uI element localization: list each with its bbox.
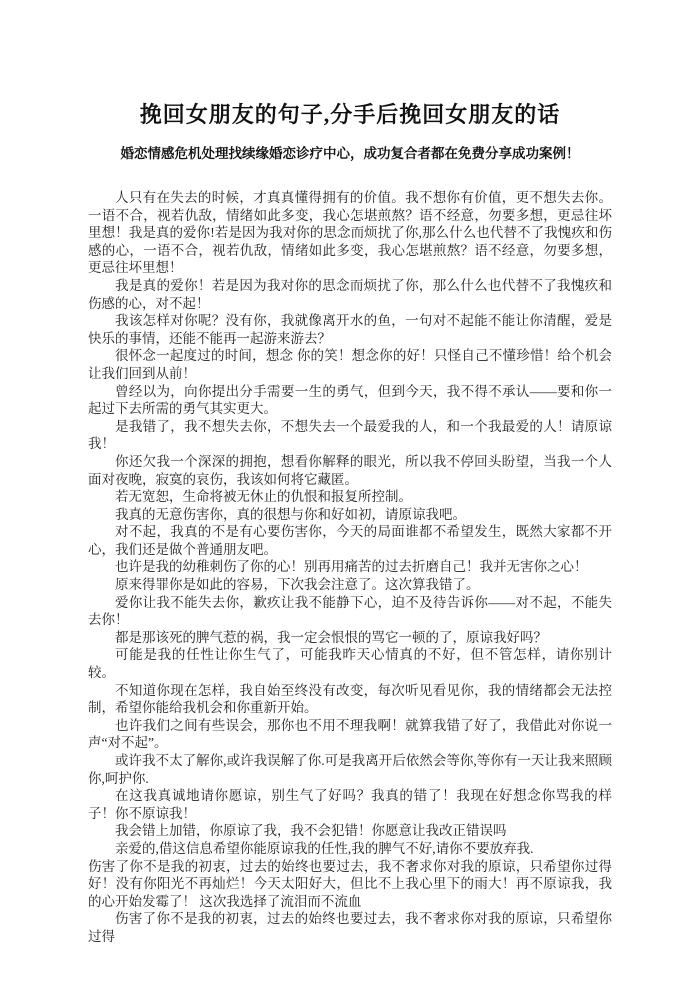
body-paragraph: 曾经以为，向你提出分手需要一生的勇气，但到今天，我不得不承认——要和你一起过下去所需的勇气其实更大。 [88, 383, 612, 417]
body-paragraph: 不知道你现在怎样，我自始至终没有改变，每次听见看见你，我的情绪都会无法控制，希望你能给我机会和你重新开始。 [88, 682, 612, 716]
document-content [88, 98, 612, 946]
body-paragraph: 爱你让我不能失去你，歉疚让我不能静下心，迫不及待告诉你——对不起，不能失去你！ [88, 594, 612, 628]
page-subtitle: 婚恋情感危机处理找续缘婚恋诊疗中心，成功复合者都在免费分享成功案例！ [120, 146, 580, 161]
body-paragraph: 也许是我的幼稚刺伤了你的心！别再用痛苦的过去折磨自己！我并无害你之心！ [115, 559, 588, 575]
body-paragraph: 在这我真诚地请你愿谅，别生气了好吗？我真的错了！我现在好想念你骂我的样子！你不原谅我！ [88, 788, 612, 821]
body-paragraph: 原来得罪你是如此的容易，下次我会注意了。这次算我错了。 [115, 577, 480, 593]
body-paragraph: 若无宽恕，生命将被无休止的仇恨和报复所控制。 [115, 489, 412, 505]
body-paragraph: 我是真的爱你！若是因为我对你的思念而烦扰了你，那么什么也代替不了我愧疚和伤感的心，对不起！ [88, 277, 612, 311]
body-paragraph: 或许我不太了解你,或许我误解了你.可是我离开后依然会等你,等你有一天让我来照顾你,呵护你. [88, 753, 612, 786]
body-paragraph: 我会错上加错，你原谅了我，我不会犯错！你愿意让我改正错误吗 [115, 823, 507, 839]
body-paragraph: 伤害了你不是我的初衷，过去的始终也要过去，我不奢求你对我的原谅，只希望你过得 [88, 911, 612, 944]
body-paragraph: 也许我们之间有些误会，那你也不用不理我啊！就算我错了好了，我借此对你说一声“对不起”。 [88, 717, 612, 751]
document-body [88, 189, 612, 946]
body-paragraph: 我真的无意伤害你，真的很想与你和好如初，请原谅我吧。 [115, 506, 466, 522]
body-paragraph: 对不起，我真的不是有心要伤害你，今天的局面谁都不希望发生，既然大家都不开心，我们还是做个普通朋友吧。 [88, 524, 612, 557]
body-paragraph: 亲爱的,借这信息希望你能原谅我的任性,我的脾气不好,请你不要放弃我. [115, 840, 534, 856]
body-paragraph: 是我错了，我不想失去你，不想失去一个最爱我的人，和一个我最爱的人！请原谅我！ [88, 418, 612, 452]
body-paragraph: 都是那该死的脾气惹的祸，我一定会恨恨的骂它一顿的了，原谅我好吗？ [115, 629, 547, 645]
page-title: 挽回女朋友的句子,分手后挽回女朋友的话 [139, 102, 561, 127]
body-paragraph: 很怀念一起度过的时间，想念 你的笑！想念你的好！只怪自己不懂珍惜！给个机会让我们回到从前！ [88, 348, 612, 381]
body-paragraph: 可能是我的任性让你生气了，可能我昨天心情真的不好，但不管怎样，请你别计较。 [88, 647, 612, 681]
body-paragraph: 人只有在失去的时候，才真真懂得拥有的价值。我不想你有价值，更不想失去你。 一语不合，视若仇敌，情绪如此多变，我心怎堪煎熬？语不经意，勿要多想，更忌往坏里想！我是真的爱你!若是因为我对你的思念而烦扰了你,那么什么也代替不了我愧疚和伤感的心，一语不合，视若仇敌，情绪如此多变，我心怎堪煎熬？语不经意，勿要多想，更忌往坏里想！ [88, 190, 612, 276]
body-paragraph: 你还欠我一个深深的拥抱，想看你解释的眼光，所以我不停回头盼望，当我一个人面对夜晚，寂寞的哀伤，我该如何将它藏匿。 [88, 453, 612, 487]
body-paragraph: 伤害了你不是我的初衷，过去的始终也要过去，我不奢求你对我的原谅，只希望你过得好！没有你阳光不再灿烂！今天太阳好大，但比不上我心里下的雨大！再不原谅我，我的心开始发霉了！ 这次我选择了流泪而不流血 [88, 858, 612, 909]
body-paragraph: 我该怎样对你呢？没有你，我就像离开水的鱼，一句对不起能不能让你清醒，爱是快乐的事情，还能不能再一起游来游去？ [88, 313, 612, 346]
